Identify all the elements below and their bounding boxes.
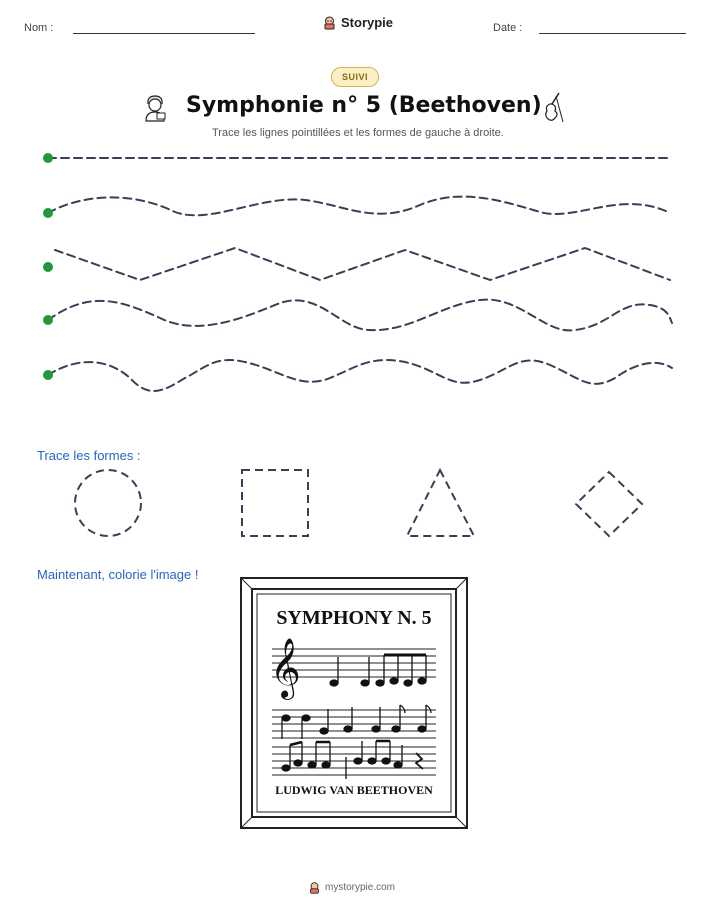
name-line[interactable]	[73, 33, 255, 34]
start-dot	[43, 153, 53, 163]
coloring-picture[interactable]	[240, 577, 468, 829]
shape-tracing[interactable]	[0, 462, 709, 552]
picture-composer: LUDWIG VAN BEETHOVEN	[275, 783, 433, 797]
wave-trace-line	[48, 197, 668, 216]
brand-name: Storypie	[341, 15, 394, 30]
footer	[308, 881, 395, 894]
zigzag-trace-line	[55, 248, 670, 280]
name-label: Nom :	[24, 22, 54, 34]
storypie-logo-icon	[322, 15, 337, 30]
date-label: Date :	[493, 22, 523, 34]
circle-trace-shape	[75, 470, 141, 536]
instructions: Trace les lignes pointillées et les formes de gauche à droite.	[212, 127, 504, 139]
start-dot	[43, 315, 53, 325]
footer-url[interactable]: mystorypie.com	[325, 882, 396, 893]
level-badge: SUIVI	[331, 67, 379, 87]
start-dot	[43, 208, 53, 218]
tracing-lines[interactable]	[0, 140, 709, 400]
diamond-trace-shape	[576, 472, 642, 536]
picture-title: SYMPHONY N. 5	[276, 607, 432, 629]
storypie-logo-icon	[308, 881, 321, 894]
treble-clef-icon: 𝄞	[270, 638, 301, 698]
start-dot	[43, 370, 53, 380]
coloring-heading: Maintenant, colorie l'image !	[37, 567, 199, 582]
page-title: Symphonie n° 5 (Beethoven)	[186, 93, 542, 118]
brand	[322, 15, 393, 30]
shapes-heading: Trace les formes :	[37, 448, 141, 463]
triangle-trace-shape	[407, 470, 474, 536]
start-dot	[43, 262, 53, 272]
scallop-trace-line	[48, 360, 672, 391]
big-wave-trace-line	[48, 300, 672, 331]
violin-icon	[540, 90, 566, 124]
beethoven-icon	[140, 92, 170, 122]
date-line[interactable]	[539, 33, 686, 34]
square-trace-shape	[242, 470, 308, 536]
